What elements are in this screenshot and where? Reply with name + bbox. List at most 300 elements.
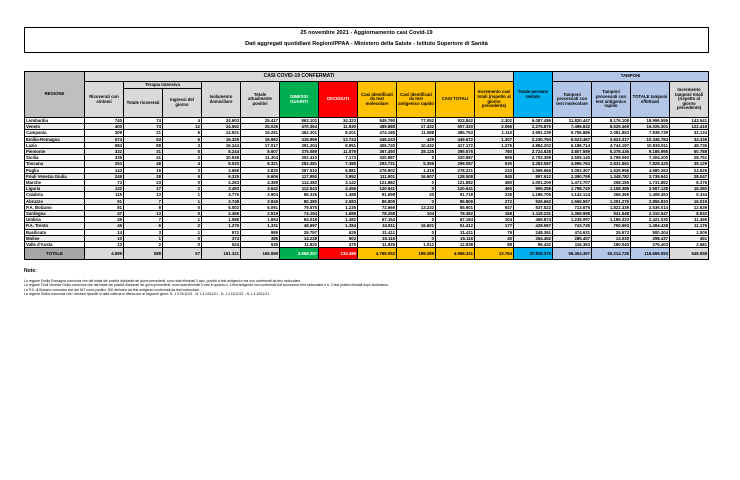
cell-value: 283.381 [280, 161, 319, 167]
cell-value: 9.185.995 [631, 149, 670, 155]
cell-value: 276.403 [631, 242, 670, 248]
cell-value: 41 [124, 155, 163, 161]
cell-value: 11.820.447 [553, 118, 592, 124]
cell-value: 19 [124, 167, 163, 173]
total-value: 4.968.341 [436, 248, 475, 260]
note-line: La regione Emilia Romagna comunica che dal totale dei positivi dichiarati nei giorni precedenti, sono stati eliminati 3 casi, positivi a test antigenico ma non confermati da test molecolare. [24, 279, 302, 283]
cell-value: 2.583 [319, 198, 358, 204]
cell-value: 258.155 [592, 180, 631, 186]
cell-value: 12 [163, 124, 202, 130]
cell-value: 3.053.307 [553, 167, 592, 173]
cell-value: 1 [163, 198, 202, 204]
cell-value: 1 [163, 192, 202, 198]
cell-value: 104 [475, 217, 514, 223]
cell-value: 1.235 [319, 204, 358, 210]
cell-value: 81 [85, 204, 124, 210]
cell-value: 13.232 [397, 204, 436, 210]
cell-value: 272 [475, 198, 514, 204]
cell-value: 168 [475, 211, 514, 217]
cell-value: 267.510 [280, 167, 319, 173]
region-name: Friuli Venezia Giulia [25, 173, 85, 179]
cell-value: 449.243 [358, 136, 397, 142]
cell-value: 0 [397, 186, 436, 192]
cell-value: 31 [124, 149, 163, 155]
cell-value: 23.525 [670, 167, 709, 173]
cell-value: 40 [475, 235, 514, 241]
region-name: P.A. Bolzano [25, 204, 85, 210]
cell-value: 5.002 [202, 204, 241, 210]
cell-value: 16.026.301 [631, 124, 670, 130]
region-name: Lazio [25, 142, 85, 148]
notes-heading: Note: [24, 268, 37, 274]
cell-value: 8.020 [202, 161, 241, 167]
cell-value: 17.017 [241, 142, 280, 148]
total-value: 161.321 [202, 248, 241, 260]
cell-value: 400 [85, 124, 124, 130]
region-name: Sardegna [25, 211, 85, 217]
region-name: Basilicata [25, 229, 85, 235]
cell-value: 1.235.097 [553, 217, 592, 223]
cell-value: 88 [475, 242, 514, 248]
cell-value: 115 [85, 192, 124, 198]
cell-value: 3.904 [241, 192, 280, 198]
notes-section [24, 268, 714, 297]
cell-value: 2.421.030 [631, 217, 670, 223]
cell-value: 23 [124, 180, 163, 186]
cell-value: 547 [475, 204, 514, 210]
cell-value: 5.334 [670, 192, 709, 198]
cell-value: 3.142 [319, 180, 358, 186]
total-value: 57 [163, 248, 202, 260]
cell-value: 16.380 [670, 186, 709, 192]
cell-value: 16.607 [397, 173, 436, 179]
cell-value: 3.776 [202, 192, 241, 198]
cell-value: 143 [85, 167, 124, 173]
cell-value: 3.283.587 [514, 161, 553, 167]
cell-value: 3 [124, 229, 163, 235]
region-name: Valle d'Aosta [25, 242, 85, 248]
cell-value: 1.654 [241, 217, 280, 223]
cell-value: 3.668 [202, 167, 241, 173]
cell-value: 955.256 [514, 186, 553, 192]
cell-value: 302.410 [280, 155, 319, 161]
cell-value: 285.407 [553, 235, 592, 241]
cell-value: 989 [241, 229, 280, 235]
cell-value: 160.040 [592, 242, 631, 248]
region-name: Liguria [25, 186, 85, 192]
cell-value: 8.321 [241, 161, 280, 167]
cell-value: 4.996.763 [553, 161, 592, 167]
cell-value: 24.552 [202, 124, 241, 130]
cell-value: 0 [397, 155, 436, 161]
cell-value: 1.276 [475, 142, 514, 148]
cell-value: 474.631 [553, 229, 592, 235]
cell-value: 1.626.956 [592, 167, 631, 173]
cell-value: 293.731 [358, 161, 397, 167]
cell-value: 34.323 [319, 118, 358, 124]
cell-value: 429 [397, 136, 436, 142]
cell-value: 28.751 [670, 155, 709, 161]
cell-value: 86.809 [436, 198, 475, 204]
cell-value: 367.450 [358, 149, 397, 155]
cell-value: 4.263 [202, 180, 241, 186]
cell-value: 1.001.209 [514, 180, 553, 186]
cell-value: 1 [163, 229, 202, 235]
region-name: Calabria [25, 192, 85, 198]
cell-value: 2.519 [241, 211, 280, 217]
region-name: Toscana [25, 161, 85, 167]
cell-value: 91 [85, 198, 124, 204]
region-name: Lombardia [25, 118, 85, 124]
cell-value: 21 [124, 130, 163, 136]
cell-value: 114.382 [280, 180, 319, 186]
cell-value: 897.612 [514, 173, 553, 179]
header-deceduti: DECEDUTI [319, 82, 358, 118]
cell-value: 4.744.197 [592, 142, 631, 148]
cell-value: 14 [85, 229, 124, 235]
cell-value: 2.536.014 [631, 204, 670, 210]
cell-value: 2.856.833 [631, 198, 670, 204]
cell-value: 503 [319, 235, 358, 241]
table-body [25, 118, 709, 260]
cell-value: 489.888 [358, 124, 397, 130]
total-value: 66.454.367 [553, 248, 592, 260]
cell-value: 11.495 [670, 217, 709, 223]
cell-value: 248.391 [514, 229, 553, 235]
cell-value: 524 [202, 242, 241, 248]
total-value: 4.668.257 [280, 248, 319, 260]
total-value: 37.818.375 [514, 248, 553, 260]
cell-value: 31.411 [436, 229, 475, 235]
cell-value: 17.432 [397, 124, 436, 130]
cell-value: 78.362 [436, 211, 475, 217]
cell-value: 226 [475, 192, 514, 198]
cell-value: 16.601 [397, 223, 436, 229]
cell-value: 460 [475, 186, 514, 192]
cell-value: 2.459 [202, 211, 241, 217]
cell-value: 74 [124, 118, 163, 124]
header-ti-totale: Totale ricoverati [124, 89, 163, 118]
cell-value: 34.339 [670, 136, 709, 142]
cell-value: 7.828.425 [631, 161, 670, 167]
cell-value: 79 [475, 229, 514, 235]
cell-value: 276.902 [358, 167, 397, 173]
cell-value: 25.673 [592, 229, 631, 235]
cell-value: 374 [202, 235, 241, 241]
cell-value: 3.691.239 [514, 130, 553, 136]
cell-value: 72.669 [358, 204, 397, 210]
cell-value: 2.957.128 [631, 186, 670, 192]
cell-value: 86.326 [280, 192, 319, 198]
cell-value: 79.575 [280, 204, 319, 210]
cell-value: 2 [163, 186, 202, 192]
cell-value: 1.368.998 [553, 211, 592, 217]
cell-value: 8.832 [670, 211, 709, 217]
cell-value: 11.176 [670, 223, 709, 229]
cell-value: 863.102 [280, 118, 319, 124]
note-line: La regione Sicilia comunica che i decessi riportati in data odierna si riferiscono ai seguenti giorni: N. 1 il 23/11/21 - N. 1 il 14/11/21 - N. 1 il 13/11/21 - N. 1 il 10/11/21 [24, 292, 270, 297]
cell-value: 3.952 [319, 173, 358, 179]
cell-value: 539 [241, 242, 280, 248]
total-value: 4.689 [85, 248, 124, 260]
cell-value: 0 [163, 235, 202, 241]
cell-value: 6.881 [319, 167, 358, 173]
header-tamp-rapido: Tamponi processati con test antigenico rapido [592, 82, 631, 118]
header-tamp-totale: TOTALE tamponi effettuati [631, 82, 670, 118]
cell-value: 24.603 [202, 118, 241, 124]
cell-value: 1 [124, 235, 163, 241]
cell-value: 32.134 [670, 130, 709, 136]
cell-value: 1.488 [319, 192, 358, 198]
cell-value: 2.081.853 [592, 130, 631, 136]
cell-value: 2.702.399 [514, 155, 553, 161]
cell-value: 116.363 [553, 242, 592, 248]
cell-value: 7 [124, 198, 163, 204]
cell-value: 629 [319, 229, 358, 235]
region-name: Umbria [25, 217, 85, 223]
header-isolamento: Isolamento domiciliare [202, 82, 241, 118]
cell-value: 1.331 [241, 223, 280, 229]
cell-value: 395.575 [436, 149, 475, 155]
cell-value: 266.369 [592, 192, 631, 198]
cell-value: 2.681 [670, 242, 709, 248]
cell-value: 299.087 [436, 161, 475, 167]
cell-value: 1.494.428 [631, 223, 670, 229]
cell-value: 2.724.628 [514, 149, 553, 155]
region-name: Veneto [25, 124, 85, 130]
cell-value: 6 [163, 136, 202, 142]
cell-value: 112.543 [280, 186, 319, 192]
cell-value: 143.541 [670, 118, 709, 124]
cell-value: 16.325 [202, 136, 241, 142]
cell-value: 249 [85, 173, 124, 179]
cell-value: 1.689 [319, 211, 358, 217]
cell-value: 1.408.493 [631, 192, 670, 198]
cell-value: 845 [475, 173, 514, 179]
cell-value: 1.598 [202, 217, 241, 223]
cell-value: 31.411 [358, 229, 397, 235]
cell-value: 10.432 [397, 142, 436, 148]
cell-value: 15.251 [241, 130, 280, 136]
cell-value: 8.951 [319, 142, 358, 148]
cell-value: 29.797 [280, 229, 319, 235]
cell-value: 655 [475, 155, 514, 161]
cell-value: 10 [85, 235, 124, 241]
cell-value: 15.116 [436, 235, 475, 241]
cell-value: 89 [124, 142, 163, 148]
cell-value: 1.384 [319, 223, 358, 229]
cell-value: 74.154 [280, 211, 319, 217]
cell-value: 335 [85, 155, 124, 161]
cell-value: 972 [202, 229, 241, 235]
cell-value: 0 [163, 180, 202, 186]
header-tamp-molecolare: Tamponi processati con test molecolare [553, 82, 592, 118]
cell-value: 406.740 [358, 142, 397, 148]
cell-value: 1.482 [319, 217, 358, 223]
totals-label: TOTALE [25, 248, 85, 260]
cell-value: 320.887 [358, 155, 397, 161]
cell-value: 11.930 [319, 124, 358, 130]
cell-value: 3.830 [241, 167, 280, 173]
header-incremento-casi: Incremento casi totali (rispetto al giorno precedente) [475, 82, 514, 118]
cell-value: 449.672 [436, 136, 475, 142]
total-value: 116.669.093 [631, 248, 670, 260]
cell-value: 3.823.317 [592, 136, 631, 142]
cell-value: 1.142.124 [553, 192, 592, 198]
cell-value: 7.385 [319, 161, 358, 167]
cell-value: 25.026 [241, 124, 280, 130]
cell-value: 16.962 [241, 136, 280, 142]
region-name: P.A. Trento [25, 223, 85, 229]
cell-value: 4 [163, 161, 202, 167]
note-line: La P.A. di Bolzano comunica che dei 547 nuovi positivi, 300 derivano da test antigenici confermati da test molecolare. [24, 287, 200, 292]
cell-value: 6.329 [202, 173, 241, 179]
cell-value: 11.926 [358, 242, 397, 248]
cell-value: 12.938 [436, 242, 475, 248]
cell-value: 2.066 [475, 124, 514, 130]
cell-value: 479 [319, 242, 358, 248]
cell-value: 750.693 [592, 223, 631, 229]
cell-value: 5.378.436 [592, 149, 631, 155]
header-ti-ingressi: Ingressi del giorno [163, 89, 202, 118]
cell-value: 264.452 [514, 235, 553, 241]
cell-value: 0 [397, 235, 436, 241]
cell-value: 16.244 [202, 142, 241, 148]
region-name: Molise [25, 235, 85, 241]
cell-value: 922.842 [436, 118, 475, 124]
cell-value: 500.304 [631, 229, 670, 235]
header-incremento-tamponi: Incremento tamponi totali (rispetto al giorno precedente) [670, 82, 709, 118]
cell-value: 1.307 [475, 136, 514, 142]
cell-value: 91.698 [358, 192, 397, 198]
cell-value: 63 [124, 136, 163, 142]
cell-value: 1.110 [475, 130, 514, 136]
cell-value: 73 [85, 180, 124, 186]
cell-value: 740 [85, 118, 124, 124]
cell-value: 2.302 [475, 118, 514, 124]
cell-value: 320.887 [436, 155, 475, 161]
cell-value: 47 [85, 211, 124, 217]
cell-value: 3.799.060 [592, 155, 631, 161]
cell-value: 48.697 [280, 223, 319, 229]
cell-value: 418.966 [280, 136, 319, 142]
cell-value: 4.884.202 [514, 142, 553, 148]
cell-value: 7.173 [319, 155, 358, 161]
cell-value: 1.279 [202, 223, 241, 229]
cell-value: 60.788 [670, 149, 709, 155]
cell-value: 2 [124, 242, 163, 248]
cell-value: 12.639 [670, 204, 709, 210]
cell-value: 117.950 [280, 173, 319, 179]
cell-value: 2.275.875 [514, 124, 553, 130]
cell-value: 19.996.555 [631, 118, 670, 124]
header-ricoverati: Ricoverati con sintomi [85, 82, 124, 118]
cell-value: 8.607 [241, 149, 280, 155]
cell-value: 128.508 [436, 173, 475, 179]
header-casi-group: CASI COVID-19 CONFERMATI [85, 72, 514, 82]
cell-value: 428.987 [514, 223, 553, 229]
cell-value: 1.012 [397, 242, 436, 248]
cell-value: 480 [475, 180, 514, 186]
total-value: 588 [124, 248, 163, 260]
cell-value: 0 [397, 180, 436, 186]
cell-value: 15.116 [358, 235, 397, 241]
cell-value: 713.675 [553, 204, 592, 210]
cell-value: 20 [397, 192, 436, 198]
cell-value: 2.831.662 [592, 161, 631, 167]
cell-value: 64.018 [280, 217, 319, 223]
cell-value: 2.390.759 [553, 173, 592, 179]
report-title: 25 novembre 2021 - Aggiornamento casi Covid-19 [300, 30, 433, 36]
cell-value: 1.291.276 [592, 198, 631, 204]
cell-value: 6.376 [670, 180, 709, 186]
cell-value: 385 [241, 235, 280, 241]
cell-value: 34.811 [358, 223, 397, 229]
cell-value: 469.874 [514, 217, 553, 223]
cell-value: 46 [85, 223, 124, 229]
total-value: 649.958 [670, 248, 709, 260]
cell-value: 630 [475, 161, 514, 167]
cell-value: 233 [475, 167, 514, 173]
cell-value: 5.756.886 [553, 130, 592, 136]
region-name: Marche [25, 180, 85, 186]
cell-value: 67.154 [436, 217, 475, 223]
cell-value: 80.380 [280, 198, 319, 204]
cell-value: 1.798.740 [553, 186, 592, 192]
cell-value: 77.052 [397, 118, 436, 124]
cell-value: 132 [85, 186, 124, 192]
cell-value: 28 [124, 173, 163, 179]
cell-value: 3 [163, 142, 202, 148]
note-line: La regione Friuli Venezia Giulia comunica che dal totale dei positivi dichiarati nei giorni precedenti, sono stati eliminati 5 casi in quanto n. 3 test antigenici non confermati dal successivo test molecolare e n. 2 test positivi ritestati dopo isolamento. [24, 283, 390, 288]
report-title-box [24, 27, 709, 53]
cell-value: 3 [163, 167, 202, 173]
cell-value: 332 [85, 149, 124, 155]
cell-value: 2.310.547 [631, 211, 670, 217]
cell-value: 48.736 [670, 142, 709, 148]
region-name: Piemonte [25, 149, 85, 155]
cell-value: 2.230.794 [514, 136, 553, 142]
total-value: 133.486 [319, 248, 358, 260]
header-tamponi-group: TAMPONI [553, 72, 709, 82]
cell-value: 2 [163, 223, 202, 229]
cell-value: 1.185.333 [592, 217, 631, 223]
cell-value: 278.221 [436, 167, 475, 173]
header-persone-testate: Totale persone testate [514, 72, 553, 118]
cell-value: 417.172 [436, 142, 475, 148]
total-value: 199.289 [397, 248, 436, 260]
cell-value: 13.030 [592, 235, 631, 241]
cell-value: 3.642 [241, 186, 280, 192]
cell-value: 4 [163, 118, 202, 124]
cell-value: 10.346.784 [631, 136, 670, 142]
cell-value: 78.258 [358, 211, 397, 217]
cell-value: 3.493 [202, 186, 241, 192]
cell-value: 4.359 [241, 180, 280, 186]
cell-value: 67.154 [358, 217, 397, 223]
cell-value: 74 [124, 124, 163, 130]
cell-value: 5.356 [397, 161, 436, 167]
cell-value: 1.158.388 [592, 186, 631, 192]
header-regione: REGIONE [25, 72, 85, 118]
cell-value: 17 [124, 186, 163, 192]
cell-value: 451 [670, 235, 709, 241]
total-value: 166.598 [241, 248, 280, 260]
cell-value: 4.456 [319, 186, 358, 192]
cell-value: 8.201 [319, 130, 358, 136]
region-name: Emilia-Romagna [25, 136, 85, 142]
cell-value: 10.930.911 [631, 142, 670, 148]
